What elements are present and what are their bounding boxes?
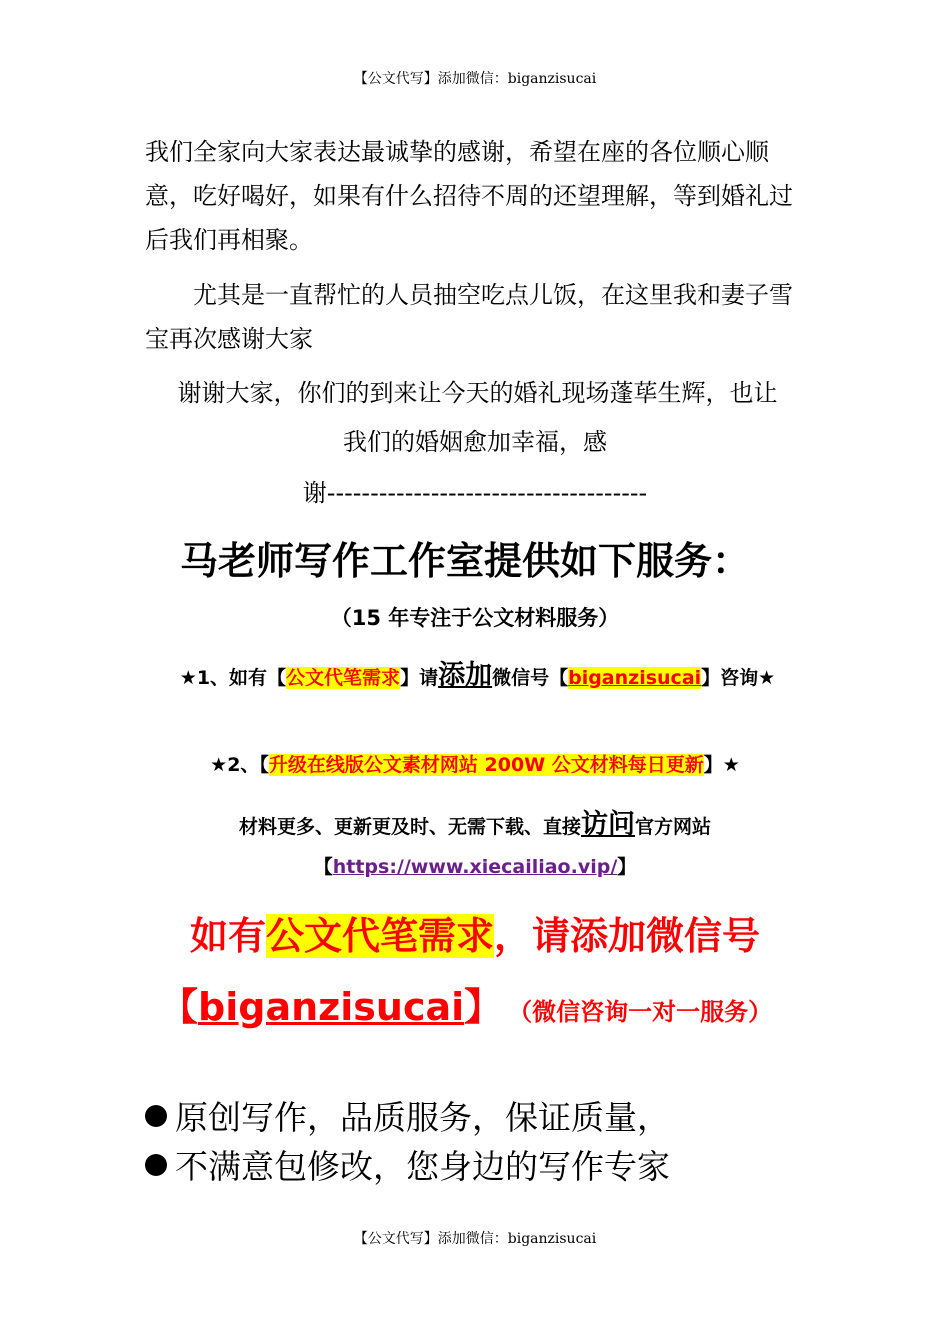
bullet-dot-icon <box>145 1154 167 1176</box>
cta-highlight: 公文代笔需求 <box>265 914 494 958</box>
cta-line-1 <box>0 905 950 960</box>
service-item-3 <box>0 802 950 841</box>
ad-title: 马老师写作工作室提供如下服务： <box>179 539 750 583</box>
bullet-text-1: 原创写作，品质服务，保证质量， <box>175 1098 670 1137</box>
service-1-mid2: 微信号【 <box>492 667 569 689</box>
paragraph-thanks: 我们全家向大家表达最诚挚的感谢，希望在座的各位顺心顺意，吃好喝好，如果有什么招待不周的还望理解，等到婚礼过后我们再相聚。 <box>145 138 793 254</box>
ad-subtitle: （15 年专注于公文材料服务） <box>330 606 620 630</box>
service-1-highlight: 公文代笔需求 <box>286 667 401 689</box>
bullet-item-1 <box>145 1092 670 1139</box>
service-1-suffix: 】咨询★ <box>701 667 776 689</box>
cta-wechat-id: biganzisucai <box>198 985 465 1029</box>
bullet-dot-icon <box>145 1105 167 1127</box>
cta-note: （微信咨询一对一服务） <box>520 998 773 1026</box>
paragraph-closing-line2: 我们的婚姻愈加幸福，感 <box>343 428 607 456</box>
service-2-prefix: ★2、【 <box>210 754 269 776</box>
paragraph-closing-line1: 谢谢大家，你们的到来让今天的婚礼现场蓬荜生辉，也让 <box>177 379 778 407</box>
cta-line-2 <box>160 980 820 1042</box>
service-3-suffix: 官方网站 <box>635 816 712 838</box>
page-header: 【公文代写】添加微信：biganzisucai <box>353 71 597 87</box>
cta-close-bracket: 】 <box>464 985 503 1029</box>
page-footer: 【公文代写】添加微信：biganzisucai <box>353 1231 597 1247</box>
bullet-item-2 <box>145 1141 670 1188</box>
service-2-highlight: 升级在线版公文素材网站 200W 公文材料每日更新 <box>268 754 704 776</box>
service-1-wechat: biganzisucai <box>568 667 702 689</box>
cta-open-bracket: 【 <box>160 985 199 1029</box>
cta-part1: 如有 <box>189 914 266 958</box>
service-1-add: 添加 <box>438 660 493 691</box>
service-1-prefix: ★1、如有【 <box>179 667 287 689</box>
service-3-visit: 访问 <box>581 809 635 840</box>
service-1-mid1: 】请 <box>400 667 439 689</box>
url-open-bracket: 【 <box>313 856 333 878</box>
website-link-row <box>0 852 950 879</box>
service-item-2 <box>0 750 950 777</box>
paragraph-helpers: 尤其是一直帮忙的人员抽空吃点儿饭，在这里我和妻子雪宝再次感谢大家 <box>145 281 793 353</box>
website-link[interactable]: https://www.xiecailiao.vip/ <box>332 856 618 878</box>
bullet-text-2: 不满意包修改，您身边的写作专家 <box>175 1147 670 1186</box>
paragraph-closing-line3: 谢------------------------------------- <box>302 479 648 507</box>
service-3-prefix: 材料更多、更新更及时、无需下载、直接 <box>238 816 581 838</box>
service-item-1 <box>145 652 810 702</box>
cta-part2: ，请添加微信号 <box>494 914 761 958</box>
service-2-suffix: 】★ <box>703 754 740 776</box>
url-close-bracket: 】 <box>617 856 637 878</box>
